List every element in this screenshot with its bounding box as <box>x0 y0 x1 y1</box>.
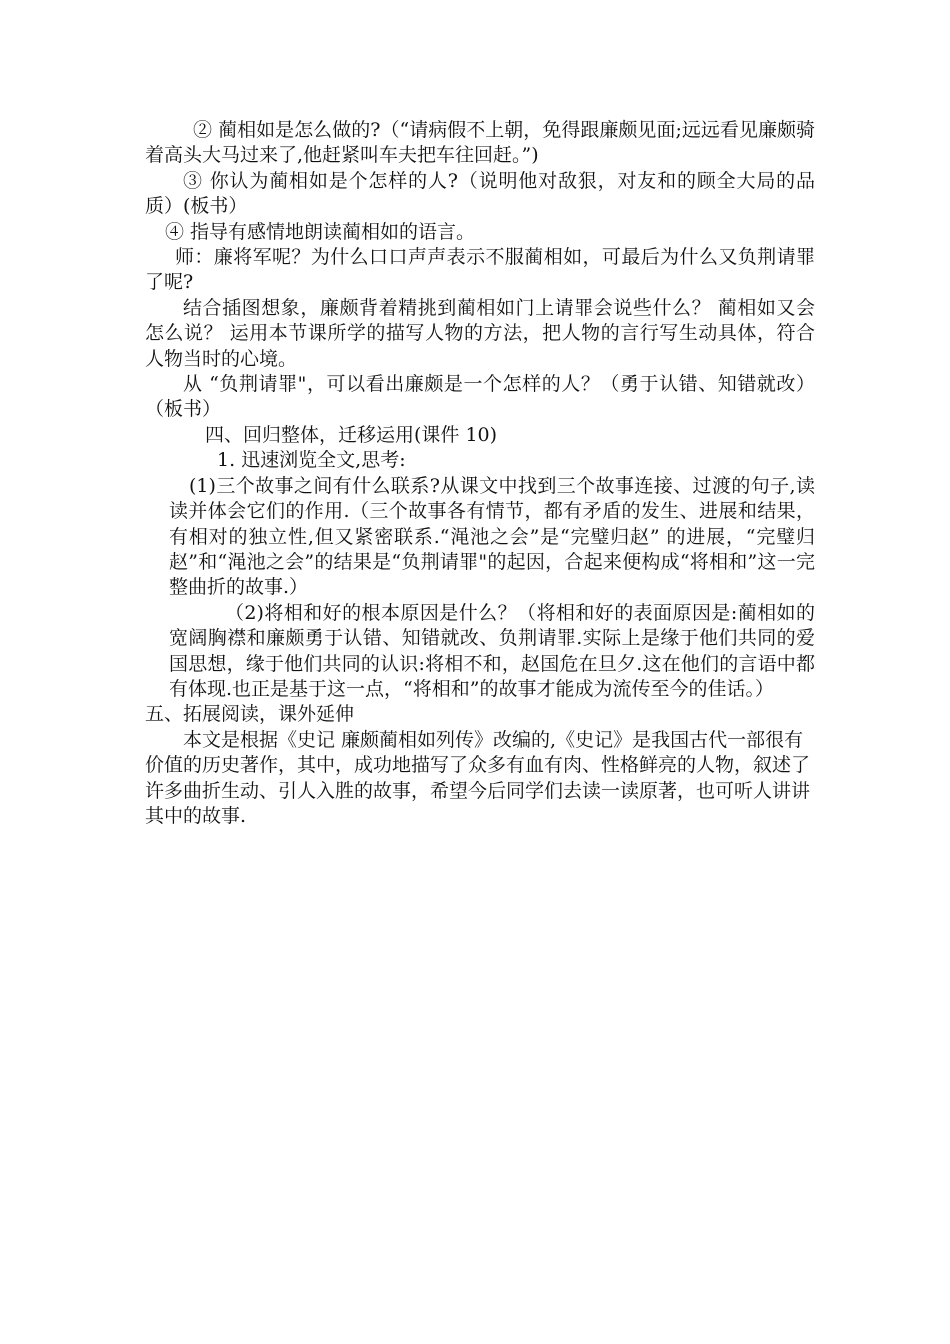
section-heading-five: 五、拓展阅读，课外延伸 <box>145 703 355 726</box>
section-heading-four: 四、回归整体，迁移运用(课件 10) <box>205 423 498 446</box>
paragraph-question-2: ② 蔺相如是怎么做的?（“请病假不上朝，免得跟廉颇见面;远远看见廉颇骑着高头大马过来了,他赶紧叫车夫把车往回赶。”) <box>145 119 815 167</box>
list-item-1-browse: 1. 迅速浏览全文,思考: <box>217 449 406 472</box>
paragraph-teacher-question: 师：廉将军呢？为什么口口声声表示不服蔺相如，可最后为什么又负荆请罪了呢? <box>145 246 815 294</box>
paragraph-extended-reading: 本文是根据《史记 廉颇蔺相如列传》改编的,《史记》是我国古代一部很有价值的历史著作，其中，成功地描写了众多有血有肉、性格鲜亮的人物，叙述了许多曲折生动、引人入胜的故事，希望今后同学们去读一读原著，也可听人讲讲其中的故事. <box>145 728 811 827</box>
question-2-reason: （2)将相和好的根本原因是什么？（将相和好的表面原因是:蔺相如的宽阔胸襟和廉颇勇于认错、知错就改、负荆请罪.实际上是缘于他们共同的爱国思想，缘于他们共同的认识:将相不和，赵国危在旦夕.这在他们的言语中都有体现.也正是基于这一点，“将相和”的故事才能成为流传至今的佳话。） <box>169 601 815 700</box>
paragraph-question-4: ④ 指导有感情地朗读蔺相如的语言。 <box>165 220 476 243</box>
document-body <box>145 118 815 829</box>
paragraph-question-3: ③ 你认为蔺相如是个怎样的人?（说明他对敌狠，对友和的顾全大局的品质）(板书） <box>145 169 815 218</box>
question-1-connection: (1)三个故事之间有什么联系?从课文中找到三个故事连接、过渡的句子,读读并体会它们的作用.（三个故事各有情节，都有矛盾的发生、进展和结果，有相对的独立性,但又紧密联系.“渑池之会”是“完璧归赵” 的进展，“完璧归赵”和“渑池之会”的结果是“负荆请罪"的起因，合起来便构成“将相和”这一完整曲折的故事.） <box>169 474 815 599</box>
paragraph-imagine-illustration: 结合插图想象，廉颇背着精挑到蔺相如门上请罪会说些什么？ 蔺相如又会怎么说？ 运用本节课所学的描写人物的方法，把人物的言行写生动具体，符合人物当时的心境。 <box>145 296 815 370</box>
paragraph-lian-po-character: 从 “负荆请罪"，可以看出廉颇是一个怎样的人？（勇于认错、知错就改）（板书） <box>145 373 815 421</box>
